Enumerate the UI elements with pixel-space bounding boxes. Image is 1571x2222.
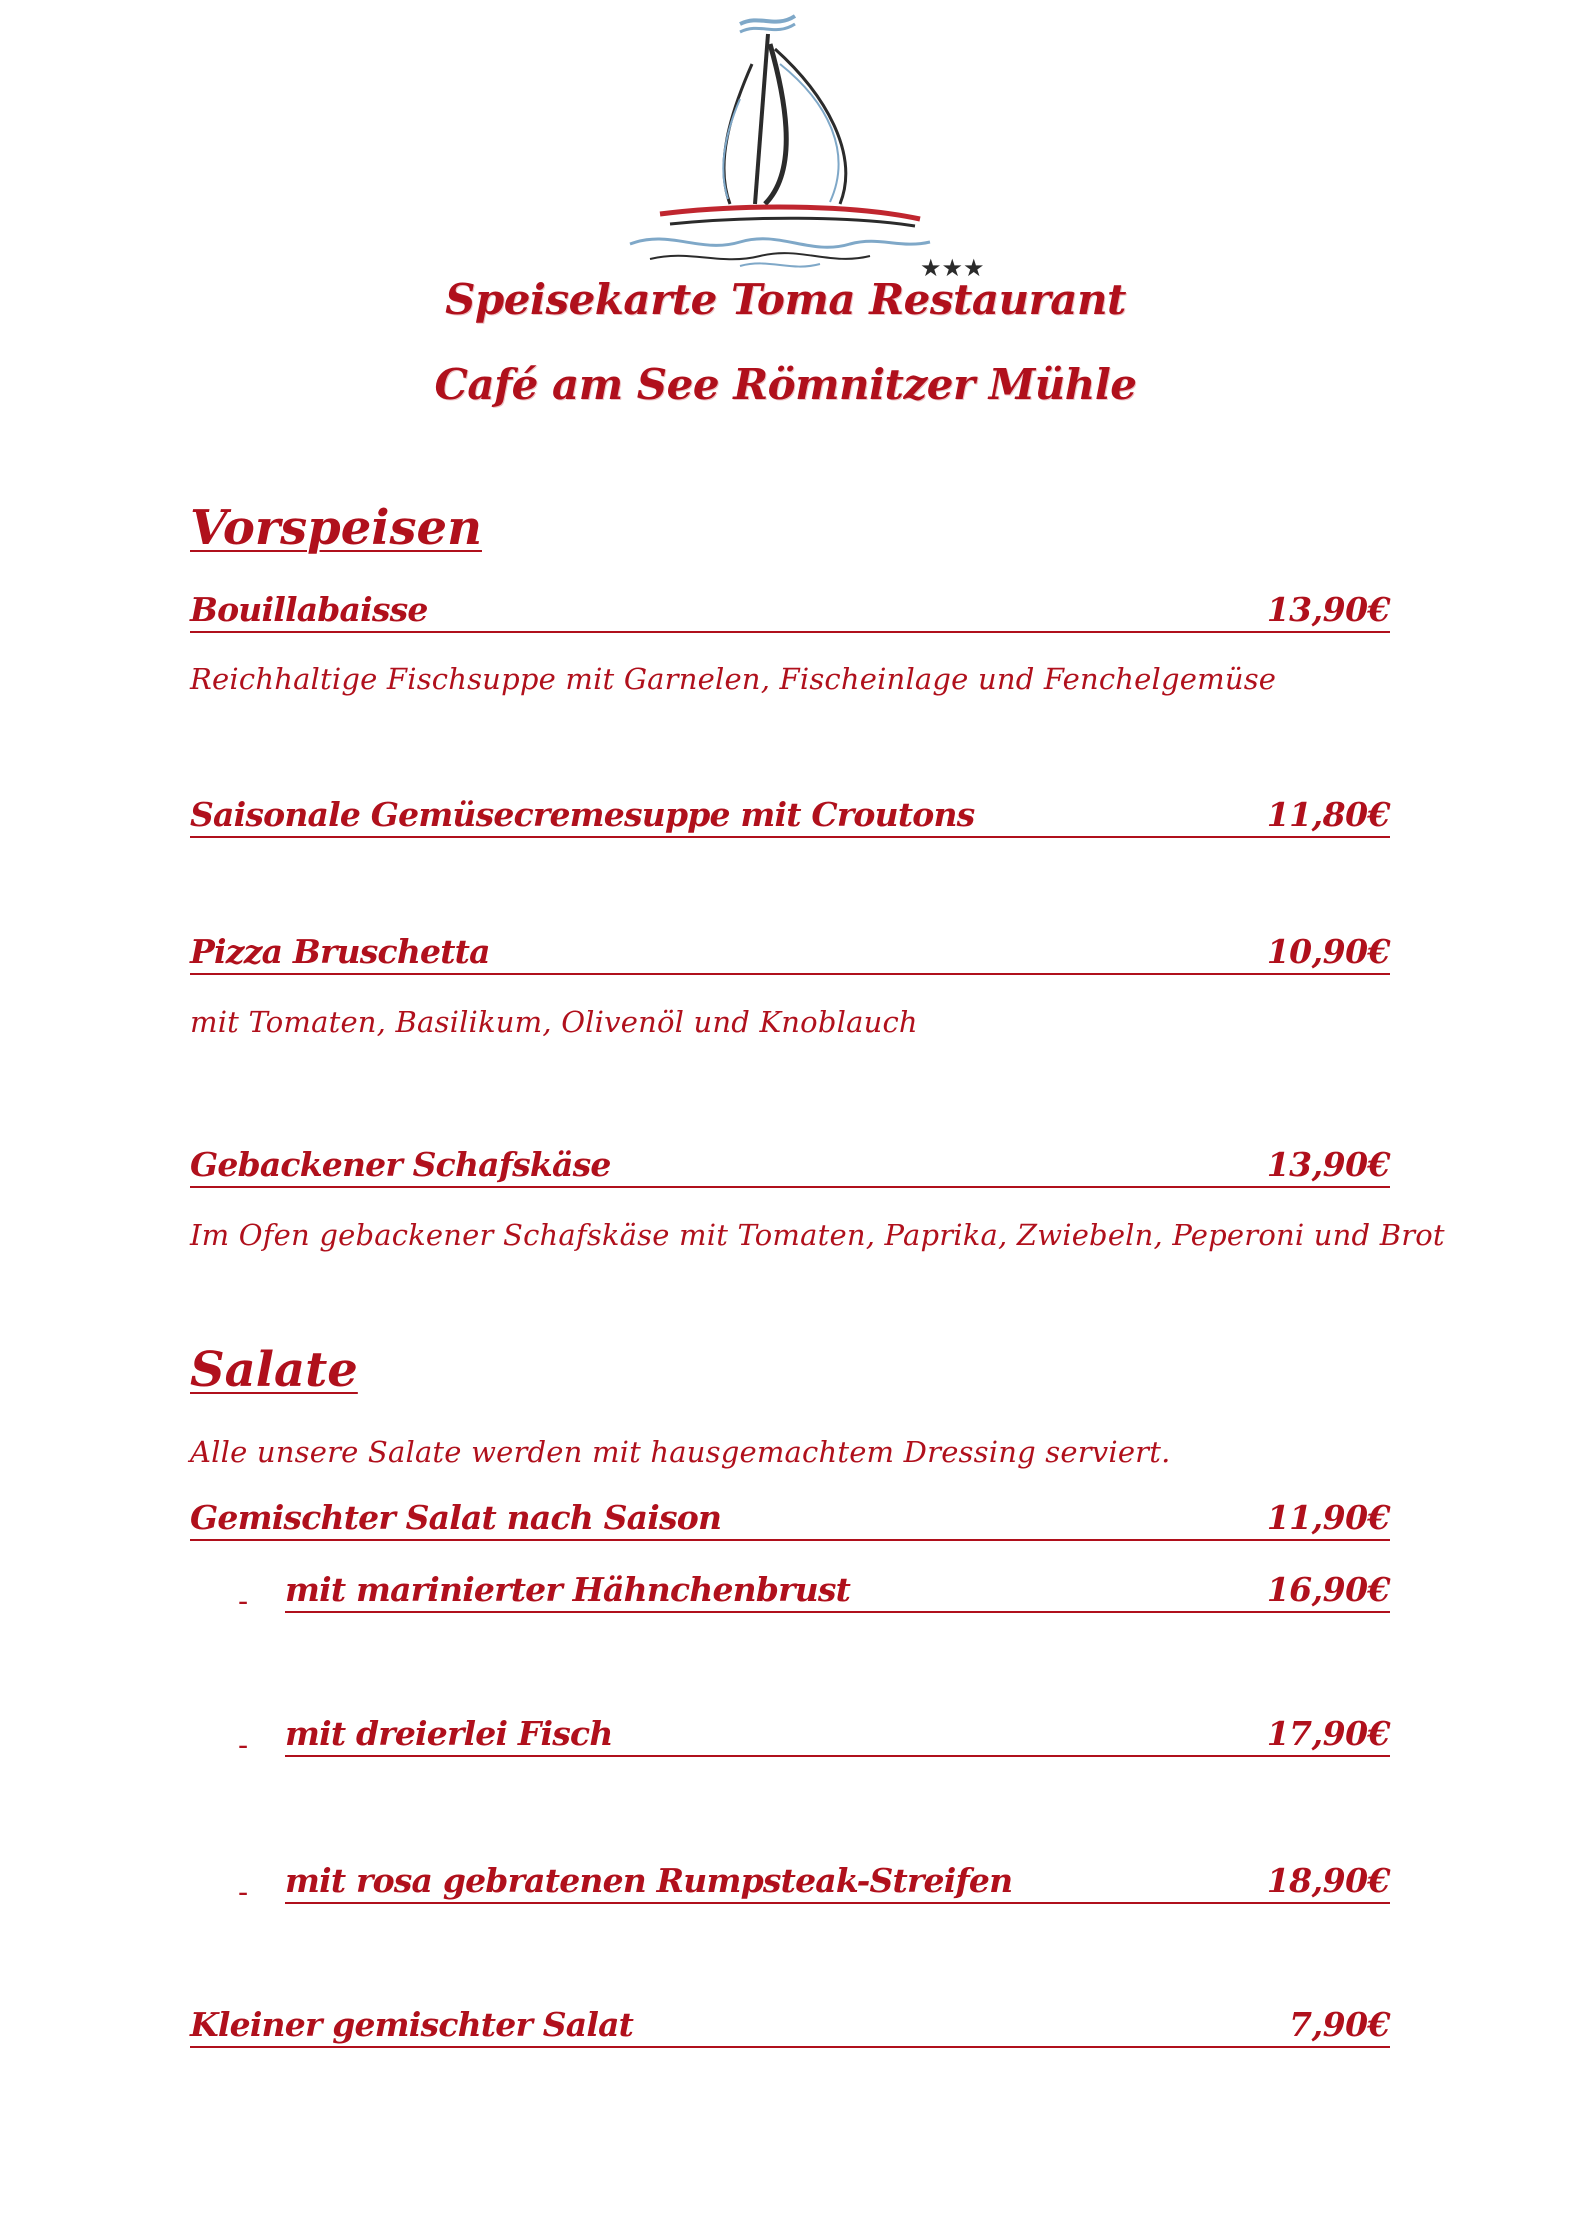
section-note: Alle unsere Salate werden mit hausgemachtem Dressing serviert. — [190, 1435, 1171, 1469]
item-price: 16,90€ — [1266, 1570, 1390, 1609]
item-price: 18,90€ — [1266, 1861, 1390, 1900]
item-price: 7,90€ — [1289, 2005, 1390, 2044]
menu-item-gemuesecremesuppe — [190, 788, 1390, 838]
page-title: Speisekarte Toma Restaurant — [445, 275, 1126, 324]
list-dash: - — [238, 1728, 249, 1763]
menu-item-variant-rumpsteak — [285, 1854, 1390, 1904]
item-description: Reichhaltige Fischsuppe mit Garnelen, Fischeinlage und Fenchelgemüse — [190, 662, 1277, 696]
menu-item-schafskaese — [190, 1138, 1390, 1188]
item-name: Kleiner gemischter Salat — [190, 2005, 634, 2044]
menu-item-variant-fisch — [285, 1707, 1390, 1757]
menu-item-kleiner-salat — [190, 1998, 1390, 2048]
section-heading-salate: Salate — [190, 1342, 358, 1398]
item-name: Gebackener Schafskäse — [190, 1145, 611, 1184]
item-description: Im Ofen gebackener Schafskäse mit Tomaten, Paprika, Zwiebeln, Peperoni und Brot — [190, 1218, 1445, 1252]
page-subtitle: Café am See Römnitzer Mühle — [434, 360, 1137, 409]
item-name: Saisonale Gemüsecremesuppe mit Croutons — [190, 795, 975, 834]
item-name: mit dreierlei Fisch — [285, 1714, 613, 1753]
item-price: 11,80€ — [1266, 795, 1390, 834]
menu-item-variant-haehnchen — [285, 1563, 1390, 1613]
sailboat-icon — [630, 16, 930, 267]
list-dash: - — [238, 1875, 249, 1910]
item-name: mit rosa gebratenen Rumpsteak-Streifen — [285, 1861, 1013, 1900]
menu-item-gemischter-salat — [190, 1491, 1390, 1541]
menu-item-bouillabaisse — [190, 583, 1390, 633]
item-price: 10,90€ — [1266, 932, 1390, 971]
item-name: Pizza Bruschetta — [190, 932, 490, 971]
item-name: Gemischter Salat nach Saison — [190, 1498, 722, 1537]
item-description: mit Tomaten, Basilikum, Olivenöl und Knoblauch — [190, 1005, 918, 1039]
item-name: mit marinierter Hähnchenbrust — [285, 1570, 851, 1609]
item-price: 17,90€ — [1266, 1714, 1390, 1753]
logo-stars: ★★★ — [920, 254, 985, 282]
sailboat-logo — [590, 4, 1000, 284]
item-name: Bouillabaisse — [190, 590, 428, 629]
item-price: 11,90€ — [1266, 1498, 1390, 1537]
list-dash: - — [238, 1584, 249, 1619]
item-price: 13,90€ — [1266, 1145, 1390, 1184]
menu-item-pizza-bruschetta — [190, 925, 1390, 975]
item-price: 13,90€ — [1266, 590, 1390, 629]
section-heading-vorspeisen: Vorspeisen — [190, 500, 482, 556]
